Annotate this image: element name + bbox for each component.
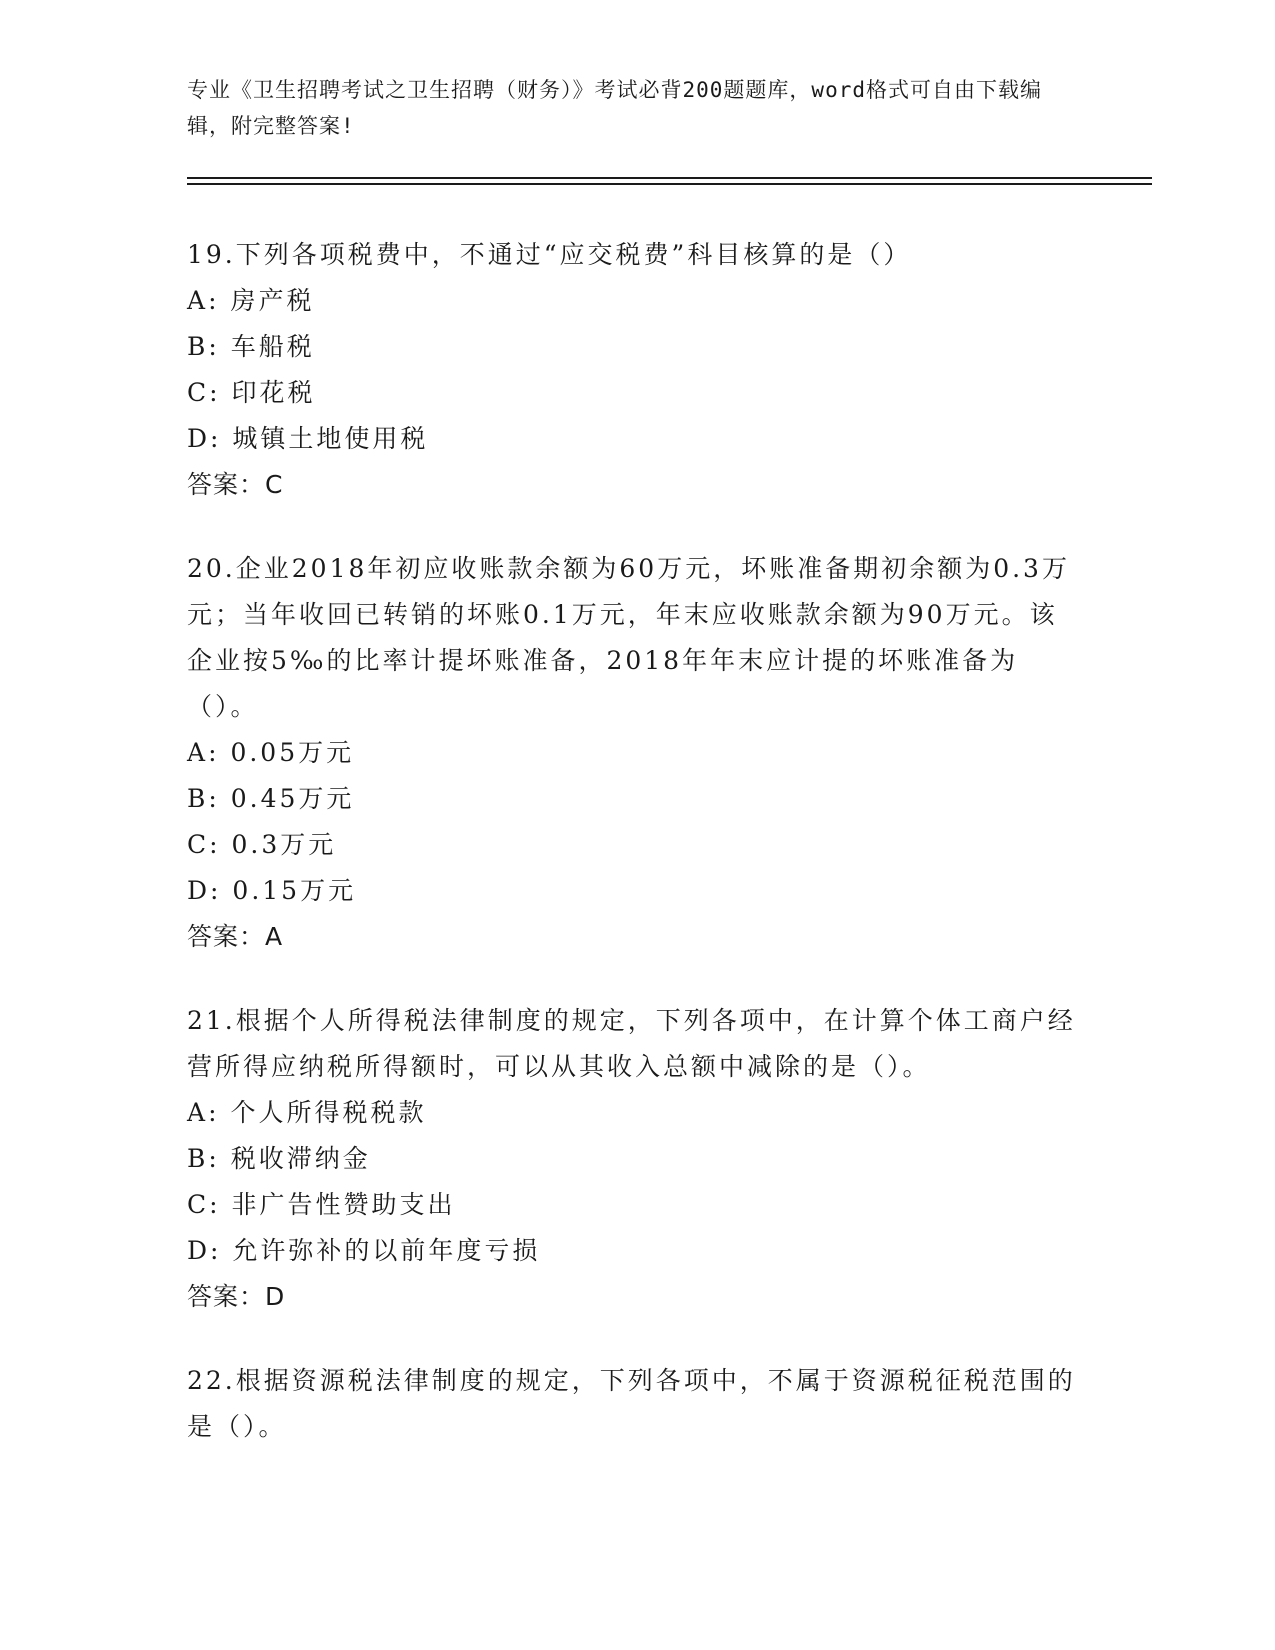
- question-list: [187, 232, 1077, 1488]
- header-divider-top: [187, 177, 1152, 179]
- option-separator: :: [209, 378, 232, 407]
- answer-line: 答案：D: [187, 1282, 286, 1311]
- option-text: 税收滞纳金: [230, 1144, 371, 1173]
- option-c: [187, 370, 1077, 416]
- option-text: 非广告性赞助支出: [231, 1190, 456, 1219]
- question-21: [187, 998, 1077, 1320]
- option-text: 印花税: [231, 378, 316, 407]
- option-letter: A: [187, 1098, 209, 1127]
- option-letter: D: [187, 876, 211, 905]
- document-header: [187, 72, 1067, 144]
- option-text: 允许弥补的以前年度亏损: [232, 1236, 541, 1265]
- option-text: 0.3万元: [231, 830, 337, 859]
- option-letter: D: [187, 1236, 211, 1265]
- answer-line: 答案：A: [187, 922, 284, 951]
- question-19: [187, 232, 1077, 508]
- option-text: 城镇土地使用税: [232, 424, 429, 453]
- option-separator: :: [209, 1190, 232, 1219]
- option-b: [187, 1136, 1077, 1182]
- option-letter: C: [187, 1190, 210, 1219]
- option-c: [187, 1182, 1077, 1228]
- header-divider-bottom: [187, 183, 1152, 185]
- option-separator: :: [208, 332, 231, 361]
- question-text: 20.企业2018年初应收账款余额为60万元，坏账准备期初余额为0.3万元；当年收回已转销的坏账0.1万元，年末应收账款余额为90万元。该企业按5‰的比率计提坏账准备，2018年年末应计提的坏账准备为（）。: [187, 554, 1070, 721]
- option-separator: :: [208, 738, 231, 767]
- option-a: [187, 278, 1077, 324]
- option-separator: :: [209, 830, 232, 859]
- option-letter: A: [187, 738, 209, 767]
- question-text: 19.下列各项税费中，不通过“应交税费”科目核算的是（）: [187, 240, 912, 269]
- option-text: 0.45万元: [230, 784, 355, 813]
- option-separator: :: [210, 424, 233, 453]
- question-20: [187, 546, 1077, 960]
- option-b: [187, 776, 1077, 822]
- option-letter: C: [187, 830, 210, 859]
- option-text: 0.05万元: [230, 738, 355, 767]
- option-a: [187, 1090, 1077, 1136]
- option-text: 0.15万元: [232, 876, 357, 905]
- option-separator: :: [208, 286, 231, 315]
- option-d: [187, 1228, 1077, 1274]
- option-d: [187, 416, 1077, 462]
- question-22: [187, 1358, 1077, 1450]
- option-a: [187, 730, 1077, 776]
- option-letter: B: [187, 784, 209, 813]
- option-separator: :: [208, 784, 231, 813]
- option-letter: D: [187, 424, 211, 453]
- question-text: 22.根据资源税法律制度的规定，下列各项中，不属于资源税征税范围的是（）。: [187, 1366, 1076, 1441]
- option-text: 房产税: [230, 286, 315, 315]
- option-text: 车船税: [230, 332, 315, 361]
- option-letter: B: [187, 332, 209, 361]
- option-text: 个人所得税税款: [230, 1098, 427, 1127]
- option-letter: B: [187, 1144, 209, 1173]
- option-separator: :: [208, 1144, 231, 1173]
- option-letter: A: [187, 286, 209, 315]
- option-separator: :: [208, 1098, 231, 1127]
- option-c: [187, 822, 1077, 868]
- question-text: 21.根据个人所得税法律制度的规定，下列各项中，在计算个体工商户经营所得应纳税所得额时，可以从其收入总额中减除的是（）。: [187, 1006, 1076, 1081]
- option-letter: C: [187, 378, 210, 407]
- option-d: [187, 868, 1077, 914]
- header-intro-text: 专业《卫生招聘考试之卫生招聘（财务）》考试必背200题题库，word格式可自由下载编辑，附完整答案!: [187, 78, 1042, 138]
- option-separator: :: [210, 876, 233, 905]
- answer-line: 答案：C: [187, 470, 284, 499]
- option-separator: :: [210, 1236, 233, 1265]
- option-b: [187, 324, 1077, 370]
